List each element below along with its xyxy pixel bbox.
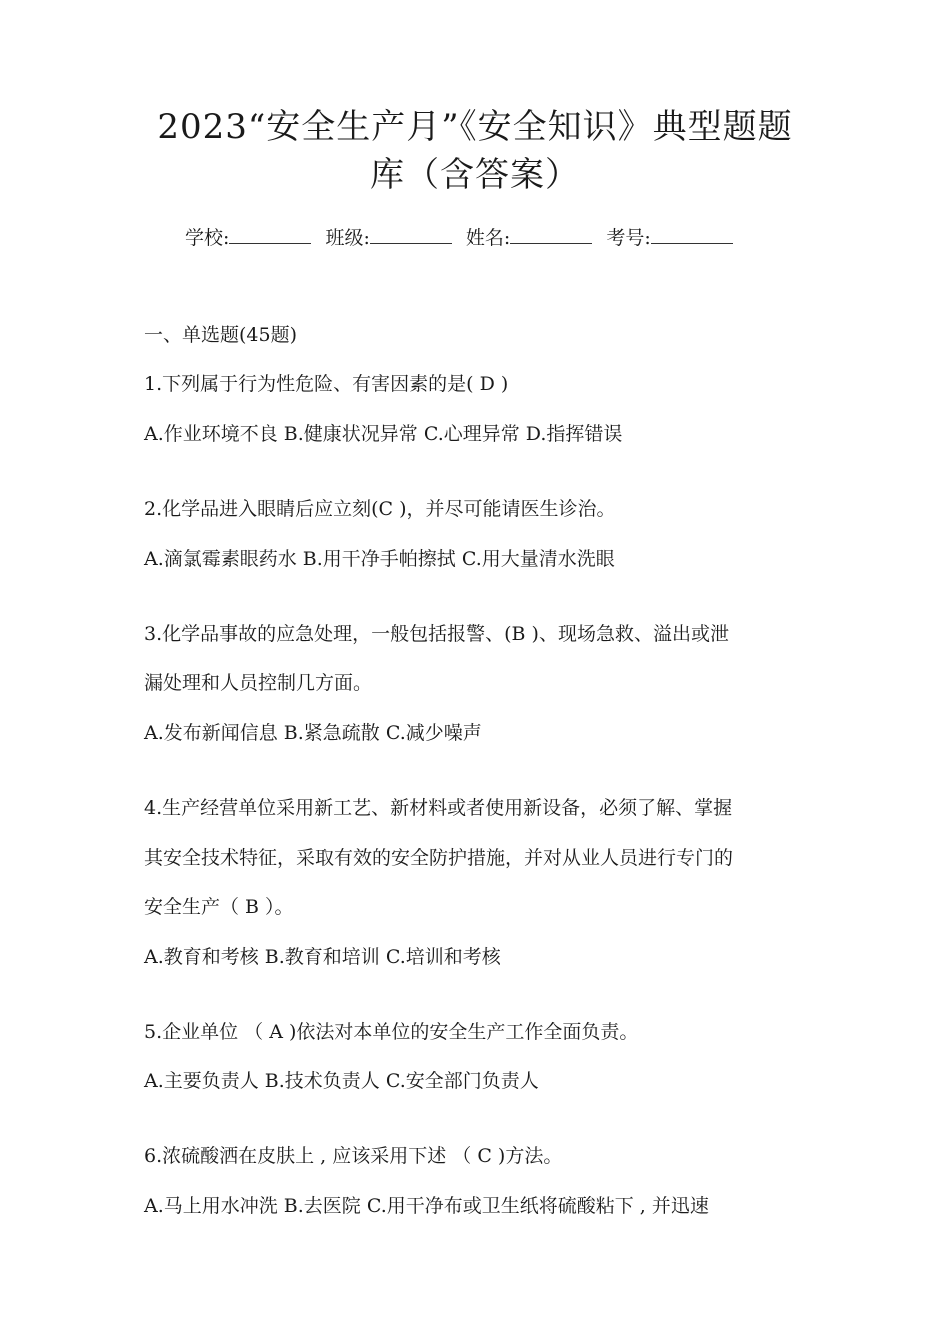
school-blank[interactable] — [229, 225, 311, 244]
name-label: 姓名: — [465, 227, 511, 249]
document-title-line-1: 2023“安全生产月”《安全知识》典型题题 — [157, 107, 793, 147]
question-2-options: A.滴氯霉素眼药水 B.用干净手帕擦拭 C.用大量清水洗眼 — [144, 548, 615, 570]
question-4-text-line-1: 4.生产经营单位采用新工艺、新材料或者使用新设备，必须了解、掌握 — [144, 797, 733, 819]
class-blank[interactable] — [370, 225, 452, 244]
question-5-options: A.主要负责人 B.技术负责人 C.安全部门负责人 — [144, 1070, 539, 1092]
section-heading: 一、单选题(45题) — [144, 324, 298, 346]
question-1-text: 1.下列属于行为性危险、有害因素的是( D ) — [144, 373, 509, 395]
class-label: 班级: — [325, 227, 370, 249]
school-label: 学校: — [185, 227, 230, 249]
question-2-text: 2.化学品进入眼睛后应立刻(C )，并尽可能请医生诊治。 — [144, 498, 616, 520]
school-field[interactable] — [185, 227, 311, 249]
student-info-line — [185, 224, 741, 252]
name-blank[interactable] — [510, 225, 592, 244]
exam-number-label: 考号: — [606, 227, 651, 249]
document-title-line-2: 库（含答案） — [370, 155, 580, 195]
class-field[interactable] — [325, 227, 451, 249]
exam-number-field[interactable] — [606, 227, 732, 249]
question-4-options: A.教育和考核 B.教育和培训 C.培训和考核 — [144, 946, 501, 968]
question-4-text-line-3: 安全生产（ B ）。 — [144, 896, 294, 918]
question-5-text: 5.企业单位 （ A )依法对本单位的安全生产工作全面负责。 — [144, 1021, 639, 1043]
question-6-text: 6.浓硫酸洒在皮肤上 , 应该采用下述 （ C )方法。 — [144, 1145, 563, 1167]
question-4-text-line-2: 其安全技术特征，采取有效的安全防护措施，并对从业人员进行专门的 — [144, 847, 734, 869]
question-3-text-line-1: 3.化学品事故的应急处理，一般包括报警、(B )、现场急救、溢出或泄 — [144, 623, 729, 645]
question-3-text-line-2: 漏处理和人员控制几方面。 — [144, 672, 373, 694]
question-3-options: A.发布新闻信息 B.紧急疏散 C.减少噪声 — [144, 722, 482, 744]
exam-number-blank[interactable] — [651, 225, 733, 244]
question-1-options: A.作业环境不良 B.健康状况异常 C.心理异常 D.指挥错误 — [144, 423, 623, 445]
question-6-options: A.马上用水冲洗 B.去医院 C.用干净布或卫生纸将硫酸粘下 , 并迅速 — [144, 1195, 709, 1217]
name-field[interactable] — [466, 227, 592, 249]
